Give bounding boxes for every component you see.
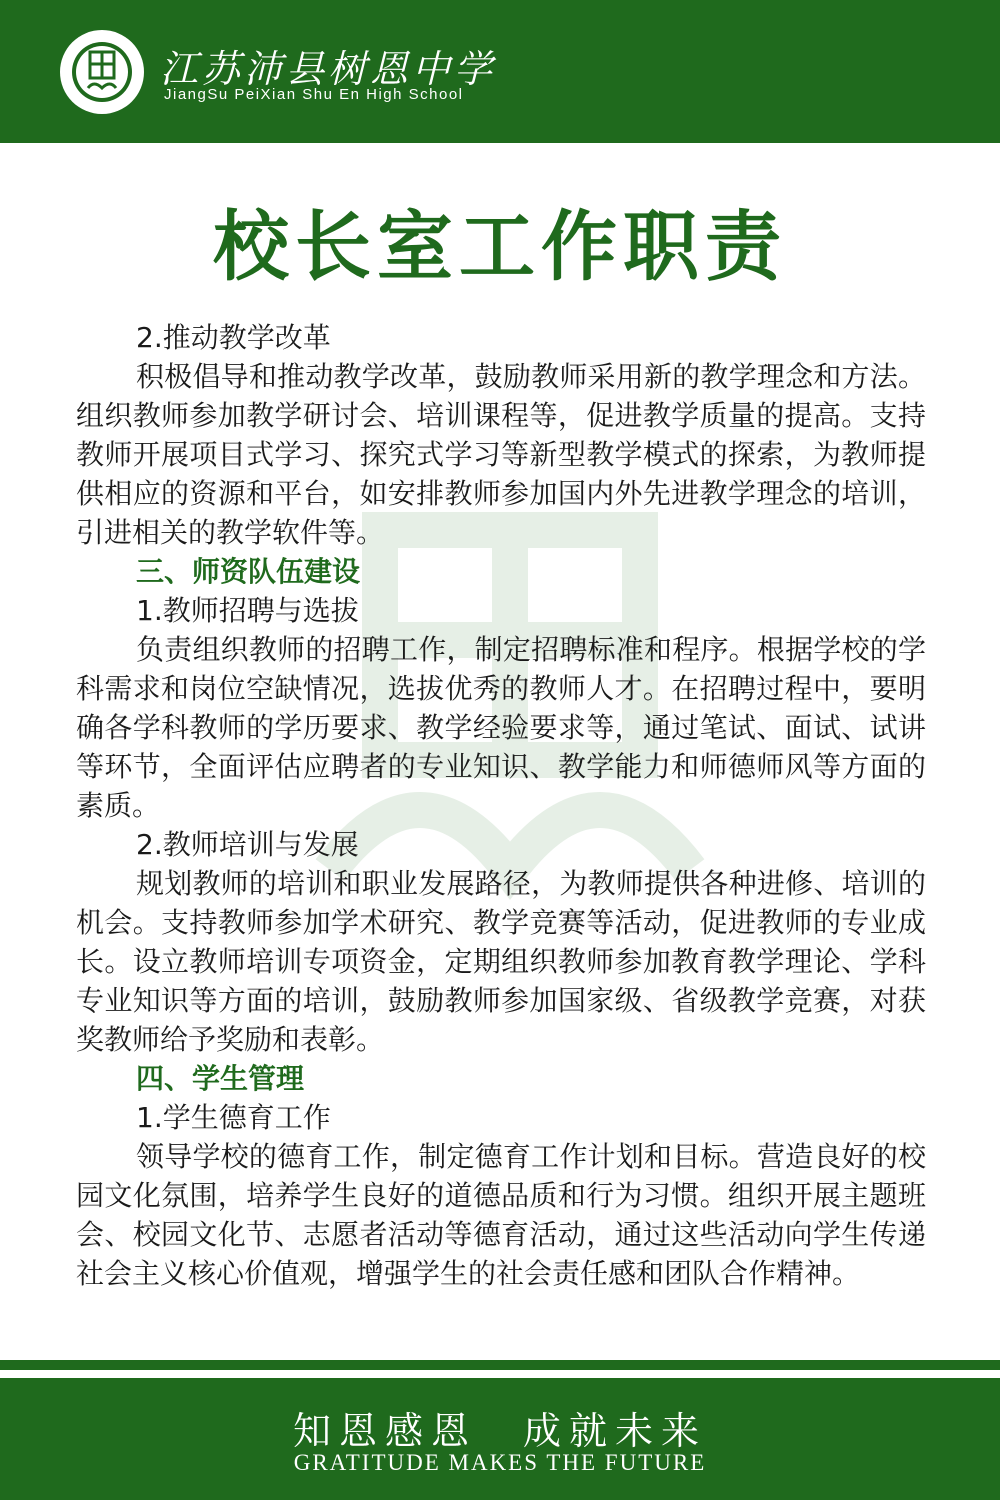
section-heading: 三、师资队伍建设 [136, 555, 361, 588]
paragraph: 负责组织教师的招聘工作，制定招聘标准和程序。根据学校的学科需求和岗位空缺情况，选拔优秀的教师人才。在招聘过程中，要明确各学科教师的学历要求、教学经验要求等，通过笔试、面试、试讲等环节，全面评估应聘者的专业知识、教学能力和师德师风等方面的素质。 [76, 633, 926, 822]
header-banner [0, 0, 1000, 143]
subsection-title: 2.教师培训与发展 [136, 828, 359, 861]
body-text [76, 318, 926, 1293]
school-emblem-icon [58, 28, 146, 116]
subsection-title: 1.学生德育工作 [136, 1101, 331, 1134]
paragraph: 积极倡导和推动教学改革，鼓励教师采用新的教学理念和方法。组织教师参加教学研讨会、培训课程等，促进教学质量的提高。支持教师开展项目式学习、探究式学习等新型教学模式的探索，为教师提供相应的资源和平台，如安排教师参加国内外先进教学理念的培训，引进相关的教学软件等。 [76, 360, 926, 549]
school-name-cn: 江苏沛县树恩中学 [160, 47, 497, 91]
slogan-en: GRATITUDE MAKES THE FUTURE [293, 1450, 707, 1475]
subsection-title: 1.教师招聘与选拔 [136, 594, 359, 627]
page-title: 校长室工作职责 [213, 202, 787, 291]
footer-divider [0, 1360, 1000, 1370]
section-heading: 四、学生管理 [136, 1062, 305, 1095]
paragraph: 规划教师的培训和职业发展路径，为教师提供各种进修、培训的机会。支持教师参加学术研究、教学竞赛等活动，促进教师的专业成长。设立教师培训专项资金，定期组织教师参加教育教学理论、学科专业知识等方面的培训，鼓励教师参加国家级、省级教学竞赛，对获奖教师给予奖励和表彰。 [76, 867, 926, 1056]
slogan-cn: 知恩感恩 成就未来 [292, 1409, 707, 1453]
paragraph: 领导学校的德育工作，制定德育工作计划和目标。营造良好的校园文化氛围，培养学生良好的道德品质和行为习惯。组织开展主题班会、校园文化节、志愿者活动等德育活动，通过这些活动向学生传递社会主义核心价值观，增强学生的社会责任感和团队合作精神。 [76, 1140, 926, 1290]
subsection-title: 2.推动教学改革 [136, 321, 331, 354]
school-name-en: JiangSu PeiXian Shu En High School [164, 86, 464, 103]
